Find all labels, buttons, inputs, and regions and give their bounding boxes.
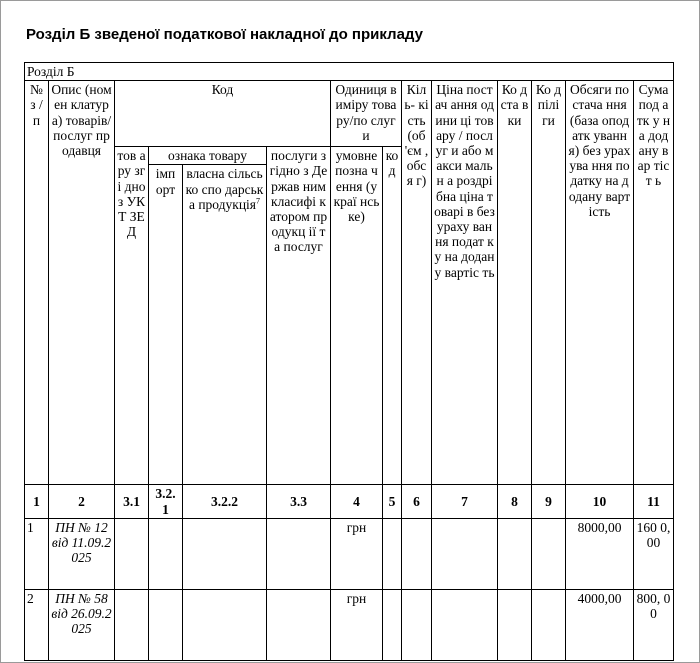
col-number: 6: [402, 485, 432, 518]
header-description: Опис (номен клатура) товарів/ послуг продавця: [49, 81, 115, 485]
row-base: 4000,00: [566, 589, 634, 660]
header-vat-sum: Сума под атк у на дод ану вар тіст ь: [634, 81, 674, 485]
col-number: 5: [383, 485, 402, 518]
col-number: 4: [331, 485, 383, 518]
header-import: імп орт: [149, 165, 183, 485]
row-description: ПН № 12 від 11.09.2 025: [49, 518, 115, 589]
header-goods-sign: ознака товару: [149, 147, 267, 165]
table-row: [25, 589, 674, 660]
col-number: 3.3: [267, 485, 331, 518]
header-quantity: Кіль- кість (об 'єм , обся г): [402, 81, 432, 485]
header-service-code: послуги згідно з Держав ним класифі катором продукц ії та послуг: [267, 147, 331, 485]
col-number: 3.1: [115, 485, 149, 518]
col-number: 3.2. 1: [149, 485, 183, 518]
section-b-table: [24, 62, 674, 661]
row-num: 2: [25, 589, 49, 660]
col-number: 10: [566, 485, 634, 518]
row-vat: 160 0,00: [634, 518, 674, 589]
header-unit-code: ко д: [383, 147, 402, 485]
col-number: 2: [49, 485, 115, 518]
header-own-agri: власна сільсько спо дарська продукція$^7$: [183, 165, 267, 485]
row-unit: грн: [331, 518, 383, 589]
col-number: 3.2.2: [183, 485, 267, 518]
footnote-mark: 7: [256, 196, 261, 206]
row-num: 1: [25, 518, 49, 589]
row-vat: 800, 00: [634, 589, 674, 660]
row-description: ПН № 58 від 26.09.2 025: [49, 589, 115, 660]
header-vat-rate-code: Ко д ста вки: [498, 81, 532, 485]
header-price: Ціна постач ання одини ці товару / послуг и або макси мальн а роздрі бна ціна товарі в без ураху вання подат ку на додан у вартіс ть: [432, 81, 498, 485]
col-number: 7: [432, 485, 498, 518]
header-unit: Одиниця виміру товару/по слуги: [331, 81, 402, 147]
header-benefit-code: Ко д пілі ги: [532, 81, 566, 485]
col-number: 1: [25, 485, 49, 518]
table-row: [25, 518, 674, 589]
col-number: 9: [532, 485, 566, 518]
header-unit-name: умовне позна чення (украї нське): [331, 147, 383, 485]
header-code: Код: [115, 81, 331, 147]
header-goods-code: тов ару згі дно з УК Т ЗЕ Д: [115, 147, 149, 485]
col-number: 11: [634, 485, 674, 518]
row-unit: грн: [331, 589, 383, 660]
header-supply-base: Обсяги постача ння (база оподатк ування) без урахува ння податку на додану вартість: [566, 81, 634, 485]
page-title: Розділ Б зведеної податкової накладної до прикладу: [26, 26, 423, 43]
row-base: 8000,00: [566, 518, 634, 589]
header-num: № з / п: [25, 81, 49, 485]
col-number: 8: [498, 485, 532, 518]
section-label: Розділ Б: [25, 63, 674, 81]
